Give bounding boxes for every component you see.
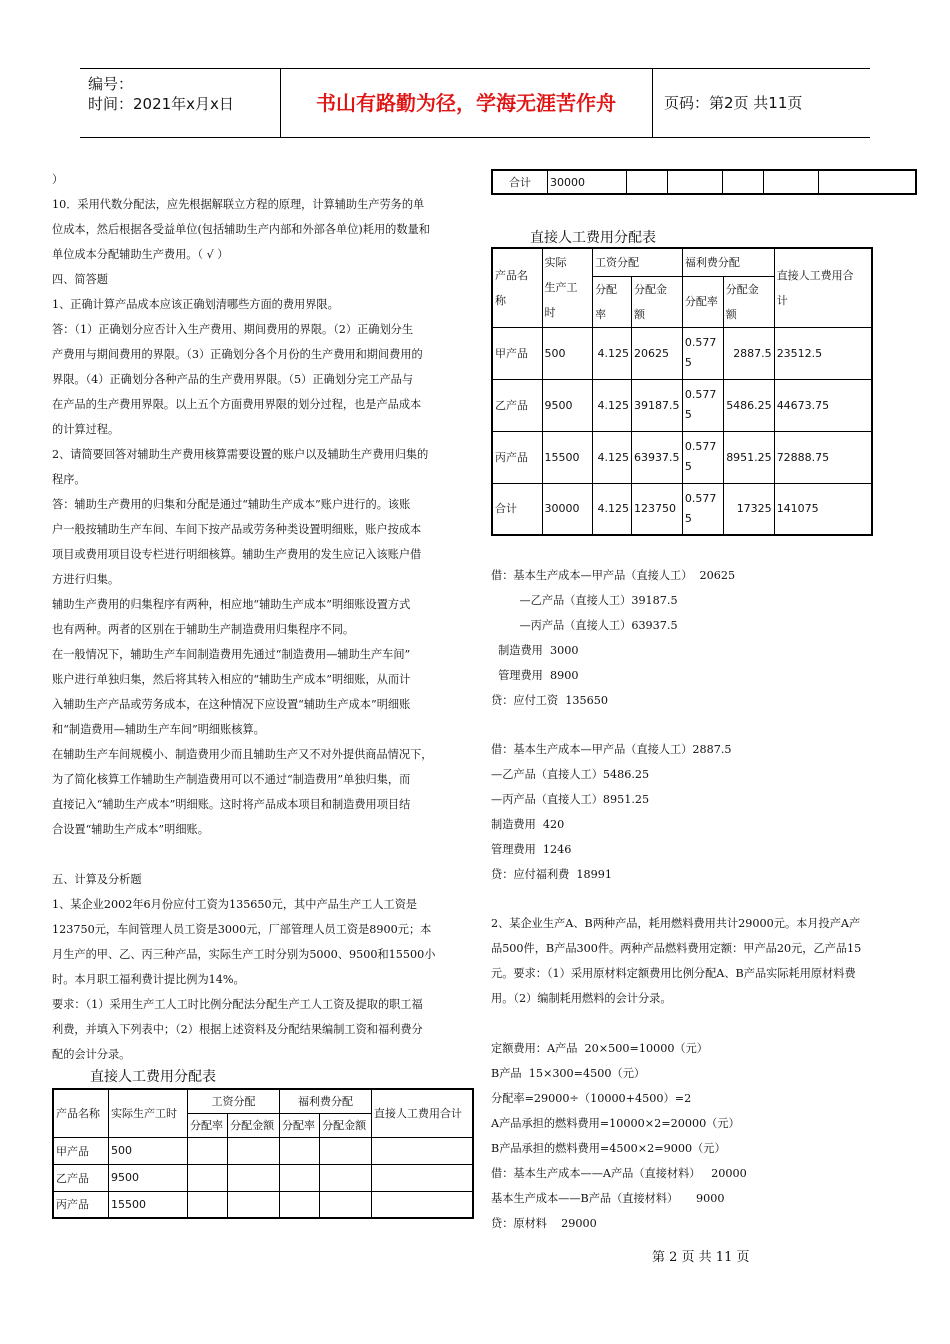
left-text-column bbox=[52, 167, 464, 1067]
left-table-caption: 直接人工费用分配表 bbox=[90, 1069, 216, 1085]
th-welfare-amount: 分配金额 bbox=[320, 1113, 372, 1137]
cell-hours: 15500 bbox=[542, 431, 593, 483]
page-footer: 第 2 页 共 11 页 bbox=[652, 1250, 750, 1265]
th-welfare-rate: 分配率 bbox=[279, 1113, 319, 1137]
text-line: 借：基本生产成本—甲产品（直接人工）2887.5 bbox=[491, 743, 732, 756]
text-line: 基本生产成本——B产品（直接材料） 9000 bbox=[491, 1192, 725, 1205]
cell-total: 23512.5 bbox=[774, 327, 872, 379]
table-row bbox=[492, 431, 872, 483]
cell-hours: 9500 bbox=[542, 379, 593, 431]
cell-total: 44673.75 bbox=[774, 379, 872, 431]
th-wage: 工资分配 bbox=[593, 248, 683, 276]
text-line: 四、简答题 bbox=[52, 273, 108, 286]
cell-empty bbox=[279, 1137, 319, 1164]
text-line: 入辅助生产产品或劳务成本，在这种情况下应设置“辅助生产成本”明细账 bbox=[52, 698, 411, 711]
cell-rate: 4.125 bbox=[593, 327, 632, 379]
text-line: 辅助生产费用的归集程序有两种，相应地“辅助生产成本”明细账设置方式 bbox=[52, 598, 411, 611]
cell-rate: 4.125 bbox=[593, 431, 632, 483]
text-line bbox=[52, 842, 464, 867]
text-line: 借：基本生产成本—甲产品（直接人工） 20625 bbox=[491, 569, 736, 582]
cell-empty bbox=[764, 170, 819, 194]
cell-name: 甲产品 bbox=[492, 327, 542, 379]
text-line: 合设置“辅助生产成本”明细账。 bbox=[52, 823, 209, 836]
text-line: 和“制造费用—辅助生产车间”明细账核算。 bbox=[52, 723, 265, 736]
cell-hours: 15500 bbox=[109, 1191, 188, 1218]
cell-amount: 20625 bbox=[631, 327, 682, 379]
cell-empty bbox=[819, 170, 917, 194]
cell-total-value: 30000 bbox=[548, 170, 627, 194]
cell-hours: 500 bbox=[542, 327, 593, 379]
text-line: —丙产品（直接人工）63937.5 bbox=[491, 619, 678, 632]
th-name: 产品名称 bbox=[53, 1089, 109, 1137]
top-right-total-table bbox=[491, 169, 917, 195]
journal-entry-wages bbox=[491, 563, 911, 713]
journal-entry-welfare bbox=[491, 737, 911, 887]
cell-empty bbox=[228, 1191, 280, 1218]
th-hours: 实际生产工时 bbox=[109, 1089, 188, 1137]
cell-name: 乙产品 bbox=[53, 1164, 109, 1191]
cell-empty bbox=[188, 1137, 228, 1164]
text-line: 贷：原材料 29000 bbox=[491, 1217, 597, 1230]
table-row bbox=[53, 1137, 473, 1164]
text-line: 在辅助生产车间规模小、制造费用少而且辅助生产又不对外提供商品情况下， bbox=[52, 748, 433, 761]
question-2-answer bbox=[491, 1036, 911, 1236]
text-line: 2、请简要回答对辅助生产费用核算需要设置的账户以及辅助生产费用归集的 bbox=[52, 448, 429, 461]
number-label: 编号： bbox=[88, 75, 134, 93]
cell-welfare-rate: 0.577 5 bbox=[682, 327, 723, 379]
text-line: 位成本，然后根据各受益单位(包括辅助生产内部和外部各单位)耗用的数量和 bbox=[52, 223, 430, 236]
text-line: 程序。 bbox=[52, 473, 86, 486]
cell-amount: 123750 bbox=[631, 483, 682, 535]
text-line: 贷：应付福利费 18991 bbox=[491, 868, 613, 881]
cell-rate: 4.125 bbox=[593, 483, 632, 535]
cell-empty bbox=[320, 1164, 372, 1191]
cell-empty bbox=[228, 1164, 280, 1191]
cell-total: 72888.75 bbox=[774, 431, 872, 483]
text-line: 账户进行单独归集，然后将其转入相应的“辅助生产成本”明细账，从而计 bbox=[52, 673, 411, 686]
cell-rate: 4.125 bbox=[593, 379, 632, 431]
cell-name: 甲产品 bbox=[53, 1137, 109, 1164]
cell-welfare-amount: 17325 bbox=[723, 483, 774, 535]
th-welfare-amount: 分配金 额 bbox=[723, 276, 774, 327]
text-line: 在一般情况下，辅助生产车间制造费用先通过“制造费用—辅助生产车间” bbox=[52, 648, 411, 661]
text-line: 管理费用 1246 bbox=[491, 843, 572, 856]
time-label: 时间：2021年x月x日 bbox=[88, 95, 234, 113]
text-line: 制造费用 3000 bbox=[491, 644, 579, 657]
th-rate: 分配 率 bbox=[593, 276, 632, 327]
cell-empty bbox=[627, 170, 668, 194]
cell-hours: 30000 bbox=[542, 483, 593, 535]
cell-empty bbox=[320, 1137, 372, 1164]
question-2-text bbox=[491, 911, 911, 1011]
text-line: 123750元，车间管理人员工资是3000元，厂部管理人员工资是8900元；本 bbox=[52, 923, 432, 936]
th-name: 产品名 称 bbox=[492, 248, 542, 327]
cell-empty bbox=[188, 1191, 228, 1218]
cell-amount: 39187.5 bbox=[631, 379, 682, 431]
text-line: 贷：应付工资 135650 bbox=[491, 694, 608, 707]
table-row bbox=[492, 327, 872, 379]
page-info: 页码：第2页 共11页 bbox=[664, 94, 803, 112]
text-line: 答：（1）正确划分应否计入生产费用、期间费用的界限。（2）正确划分生 bbox=[52, 323, 414, 336]
text-line: 配的会计分录。 bbox=[52, 1048, 131, 1061]
th-total: 直接人工费用合 计 bbox=[774, 248, 872, 327]
cell-welfare-rate: 0.577 5 bbox=[682, 431, 723, 483]
cell-empty bbox=[320, 1191, 372, 1218]
text-line: —乙产品（直接人工）5486.25 bbox=[491, 768, 650, 781]
text-line: 产费用与期间费用的界限。（3）正确划分各个月份的生产费用和期间费用的 bbox=[52, 348, 423, 361]
text-line: 界限。（4）正确划分各种产品的生产费用界限。（5）正确划分完工产品与 bbox=[52, 373, 414, 386]
text-line: 定额费用：A产品 20×500=10000（元） bbox=[491, 1042, 708, 1055]
text-line: 单位成本分配辅助生产费用。（ √ ） bbox=[52, 248, 229, 261]
table-row bbox=[492, 379, 872, 431]
text-line: 为了简化核算工作辅助生产制造费用可以不通过“制造费用”单独归集，而 bbox=[52, 773, 411, 786]
text-line: 的计算过程。 bbox=[52, 423, 120, 436]
th-rate: 分配率 bbox=[188, 1113, 228, 1137]
th-hours: 实际 生产工 时 bbox=[542, 248, 593, 327]
th-total: 直接人工费用合计 bbox=[372, 1089, 474, 1137]
cell-empty bbox=[372, 1191, 474, 1218]
text-line: 五、计算及分析题 bbox=[52, 873, 142, 886]
text-line: 方进行归集。 bbox=[52, 573, 120, 586]
cell-empty bbox=[372, 1164, 474, 1191]
cell-empty bbox=[279, 1191, 319, 1218]
cell-empty bbox=[188, 1164, 228, 1191]
cell-welfare-amount: 2887.5 bbox=[723, 327, 774, 379]
cell-empty bbox=[668, 170, 723, 194]
text-line: 月生产的甲、乙、丙三种产品，实际生产工时分别为5000、9500和15500小 bbox=[52, 948, 436, 961]
header-info bbox=[80, 69, 281, 137]
text-line: 品500件，B产品300件。两种产品燃料费用定额：甲产品20元，乙产品15 bbox=[491, 942, 862, 955]
cell-empty bbox=[372, 1137, 474, 1164]
text-line: 10．采用代数分配法，应先根据解联立方程的原理，计算辅助生产劳务的单 bbox=[52, 198, 425, 211]
text-line: A产品承担的燃料费用=10000×2=20000（元） bbox=[491, 1117, 740, 1130]
text-line: 户一般按辅助生产车间、车间下按产品或劳务种类设置明细账，账户按成本 bbox=[52, 523, 422, 536]
text-line: B产品承担的燃料费用=4500×2=9000（元） bbox=[491, 1142, 726, 1155]
table-row bbox=[53, 1164, 473, 1191]
th-welfare: 福利费分配 bbox=[682, 248, 774, 276]
cell-name: 乙产品 bbox=[492, 379, 542, 431]
text-line: 利费，并填入下列表中；（2）根据上述资料及分配结果编制工资和福利费分 bbox=[52, 1023, 423, 1036]
cell-name: 丙产品 bbox=[492, 431, 542, 483]
cell-amount: 63937.5 bbox=[631, 431, 682, 483]
text-line: 元。要求：（1）采用原材料定额费用比例分配A、B产品实际耗用原材料费 bbox=[491, 967, 856, 980]
text-line: B产品 15×300=4500（元） bbox=[491, 1067, 646, 1080]
text-line: 也有两种。两者的区别在于辅助生产制造费用归集程序不同。 bbox=[52, 623, 355, 636]
cell-hours: 500 bbox=[109, 1137, 188, 1164]
text-line: —丙产品（直接人工）8951.25 bbox=[491, 793, 650, 806]
text-line: 要求：（1）采用生产工人工时比例分配法分配生产工人工资及提取的职工福 bbox=[52, 998, 423, 1011]
th-welfare-rate: 分配率 bbox=[682, 276, 723, 327]
motto: 书山有路勤为径，学海无涯苦作舟 bbox=[280, 69, 653, 137]
cell-welfare-rate: 0.577 5 bbox=[682, 379, 723, 431]
text-line: 1、正确计算产品成本应该正确划清哪些方面的费用界限。 bbox=[52, 298, 339, 311]
text-line: 在产品的生产费用界限。以上五个方面费用界限的划分过程，也是产品成本 bbox=[52, 398, 422, 411]
text-line: 直接记入“辅助生产成本”明细账。这时将产品成本项目和制造费用项目结 bbox=[52, 798, 411, 811]
text-line: 项目或费用项目设专栏进行明细核算。辅助生产费用的发生应记入该账户借 bbox=[52, 548, 422, 561]
text-line: 管理费用 8900 bbox=[491, 669, 579, 682]
table-row bbox=[53, 1191, 473, 1218]
text-line: 分配率=29000÷（10000+4500）=2 bbox=[491, 1092, 692, 1105]
text-line: 制造费用 420 bbox=[491, 818, 565, 831]
table-row bbox=[492, 483, 872, 535]
cell-name: 合计 bbox=[492, 483, 542, 535]
text-line: 借：基本生产成本——A产品（直接材料） 20000 bbox=[491, 1167, 747, 1180]
cell-hours: 9500 bbox=[109, 1164, 188, 1191]
cell-name: 丙产品 bbox=[53, 1191, 109, 1218]
cell-empty bbox=[228, 1137, 280, 1164]
left-labor-table bbox=[52, 1088, 474, 1219]
th-amount: 分配金 额 bbox=[631, 276, 682, 327]
text-line: ） bbox=[52, 173, 64, 186]
cell-empty bbox=[723, 170, 764, 194]
cell-total-label: 合计 bbox=[492, 170, 548, 194]
page-header bbox=[80, 68, 870, 138]
text-line: 用。（2）编制耗用燃料的会计分录。 bbox=[491, 992, 672, 1005]
text-line: 1、某企业2002年6月份应付工资为135650元，其中产品生产工人工资是 bbox=[52, 898, 418, 911]
text-line: —乙产品（直接人工）39187.5 bbox=[491, 594, 678, 607]
th-welfare: 福利费分配 bbox=[279, 1089, 371, 1113]
cell-welfare-amount: 5486.25 bbox=[723, 379, 774, 431]
th-amount: 分配金额 bbox=[228, 1113, 280, 1137]
cell-welfare-amount: 8951.25 bbox=[723, 431, 774, 483]
cell-empty bbox=[279, 1164, 319, 1191]
cell-welfare-rate: 0.577 5 bbox=[682, 483, 723, 535]
right-labor-table bbox=[491, 247, 873, 536]
cell-total: 141075 bbox=[774, 483, 872, 535]
text-line: 时。本月职工福利费计提比例为14%。 bbox=[52, 973, 245, 986]
right-table-caption: 直接人工费用分配表 bbox=[530, 230, 656, 246]
text-line: 2、某企业生产A、B两种产品，耗用燃料费用共计29000元。本月投产A产 bbox=[491, 917, 861, 930]
text-line: 答：辅助生产费用的归集和分配是通过“辅助生产成本”账户进行的。该账 bbox=[52, 498, 411, 511]
th-wage: 工资分配 bbox=[188, 1089, 280, 1113]
